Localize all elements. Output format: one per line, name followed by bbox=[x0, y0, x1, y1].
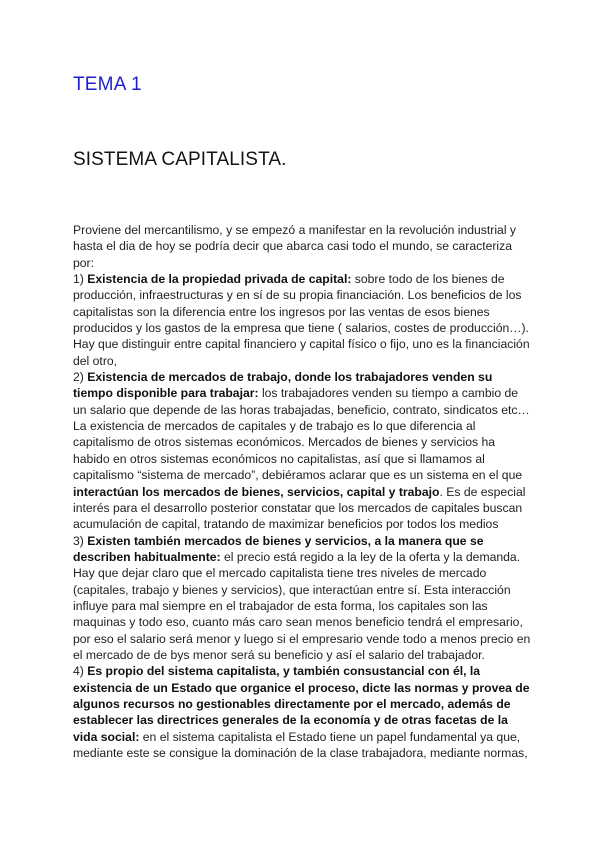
text-line bbox=[73, 680, 531, 696]
text-segment: capitalismo de otros sistemas económicos. Mercados de bienes y servicios ha bbox=[73, 435, 496, 450]
text-line bbox=[73, 745, 531, 761]
text-segment: mediante este se consigue la dominación de la clase trabajadora, mediante normas, bbox=[73, 746, 528, 760]
text-segment: habido en otros sistemas económicos no capitalistas, así que si llamamos al bbox=[73, 451, 485, 466]
text-line bbox=[73, 663, 531, 679]
text-segment: un salario que depende de las horas trabajadas, beneficio, contrato, sindicatos etc… bbox=[73, 402, 530, 417]
bold-text-segment: tiempo disponible para trabajar: bbox=[73, 386, 259, 401]
text-segment: 2) bbox=[73, 370, 88, 385]
text-segment: acumulación de capital, tratando de maximizar beneficios por todos los medios bbox=[73, 517, 499, 532]
text-line bbox=[73, 385, 531, 401]
text-line bbox=[73, 271, 531, 287]
text-segment: 1) bbox=[73, 272, 88, 287]
text-segment: (capitales, trabajo y bienes y servicios), que interactúan entre sí. Esta interacción bbox=[73, 582, 511, 597]
text-segment: los trabajadores venden su tiempo a cambio de bbox=[258, 386, 519, 401]
text-segment: 3) bbox=[73, 533, 88, 548]
text-line bbox=[73, 582, 531, 598]
text-line bbox=[73, 647, 531, 663]
text-segment: por: bbox=[73, 255, 95, 270]
text-line bbox=[73, 434, 531, 450]
text-line bbox=[73, 614, 531, 630]
text-line bbox=[73, 516, 531, 532]
text-line bbox=[73, 451, 531, 467]
body-text bbox=[73, 222, 531, 761]
text-segment: el mercado de de bys menor será su beneficio y así el salario del trabajador. bbox=[73, 647, 485, 662]
text-segment: Hay que dejar claro que el mercado capitalista tiene tres niveles de mercado bbox=[73, 566, 487, 581]
text-line bbox=[73, 484, 531, 500]
chapter-heading: TEMA 1 bbox=[73, 74, 142, 95]
text-line bbox=[73, 255, 531, 271]
text-line bbox=[73, 533, 531, 549]
bold-text-segment: Existencia de la propiedad privada de capital: bbox=[87, 272, 352, 287]
text-line bbox=[73, 549, 531, 565]
bold-text-segment: Existen también mercados de bienes y servicios, a la manera que se bbox=[87, 533, 484, 548]
text-line bbox=[73, 336, 531, 352]
text-segment: producción, infraestructuras y en sí de su propia financiación. Los beneficios de los bbox=[73, 288, 522, 303]
text-line bbox=[73, 369, 531, 385]
text-segment: capitalistas son la diferencia entre los ingresos por las ventas de esos bienes bbox=[73, 304, 490, 319]
text-line bbox=[73, 712, 531, 728]
text-line bbox=[73, 729, 531, 745]
bold-text-segment: describen habitualmente: bbox=[73, 549, 221, 564]
text-segment: La existencia de mercados de capitales y de trabajo es lo que diferencia al bbox=[73, 419, 476, 434]
text-line bbox=[73, 631, 531, 647]
text-line bbox=[73, 320, 531, 336]
bold-text-segment: vida social: bbox=[73, 729, 140, 744]
text-line bbox=[73, 500, 531, 516]
text-line bbox=[73, 565, 531, 581]
text-line bbox=[73, 467, 531, 483]
text-line bbox=[73, 353, 531, 369]
bold-text-segment: Es propio del sistema capitalista, y también consustancial con él, la bbox=[87, 664, 481, 679]
bold-text-segment: Existencia de mercados de trabajo, donde los trabajadores venden su bbox=[87, 370, 493, 385]
text-segment: sobre todo de los bienes de bbox=[351, 272, 505, 287]
text-segment: por eso el salario será menor y luego si el empresario vende todo a menos precio en bbox=[73, 631, 531, 646]
section-title: SISTEMA CAPITALISTA. bbox=[73, 149, 287, 170]
bold-text-segment: algunos recursos no gestionables directamente por el mercado, además de bbox=[73, 696, 511, 711]
text-segment: el precio está regido a la ley de la oferta y la demanda. bbox=[220, 549, 521, 564]
text-segment: . Es de especial bbox=[439, 484, 526, 499]
text-line bbox=[73, 598, 531, 614]
text-line bbox=[73, 304, 531, 320]
text-line bbox=[73, 696, 531, 712]
text-line bbox=[73, 287, 531, 303]
text-segment: en el sistema capitalista el Estado tiene un papel fundamental ya que, bbox=[139, 729, 521, 744]
text-line bbox=[73, 222, 531, 238]
text-segment: del otro, bbox=[73, 353, 118, 368]
text-segment: Hay que distinguir entre capital financiero y capital físico o fijo, uno es la financiación bbox=[73, 337, 530, 352]
text-segment: influye para mal siempre en el trabajador de esta forma, los capitales son las bbox=[73, 598, 488, 613]
text-segment: maquinas y todo eso, cuanto más caro sean menos beneficio tendrá el empresario, bbox=[73, 615, 523, 630]
bold-text-segment: establecer las directrices generales de la economía y de otras facetas de la bbox=[73, 713, 508, 728]
bold-text-segment: existencia de un Estado que organice el proceso, dicte las normas y provea de bbox=[73, 680, 530, 695]
bold-text-segment: interactúan los mercados de bienes, servicios, capital y trabajo bbox=[73, 484, 440, 499]
text-segment: hasta el dia de hoy se podría decir que abarca casi todo el mundo, se caracteriza bbox=[73, 239, 513, 254]
text-segment: producidos y los gastos de la empresa que tiene ( salarios, costes de producción…). bbox=[73, 321, 529, 336]
text-segment: Proviene del mercantilismo, y se empezó a manifestar en la revolución industrial y bbox=[73, 223, 517, 237]
text-line bbox=[73, 238, 531, 254]
text-segment: capitalismo “sistema de mercado”, debiéramos aclarar que es un sistema en el que bbox=[73, 468, 523, 483]
text-line bbox=[73, 418, 531, 434]
text-line bbox=[73, 402, 531, 418]
text-segment: 4) bbox=[73, 664, 88, 679]
text-segment: interés para el desarrollo posterior constatar que los mercados de capitales buscan bbox=[73, 500, 523, 515]
